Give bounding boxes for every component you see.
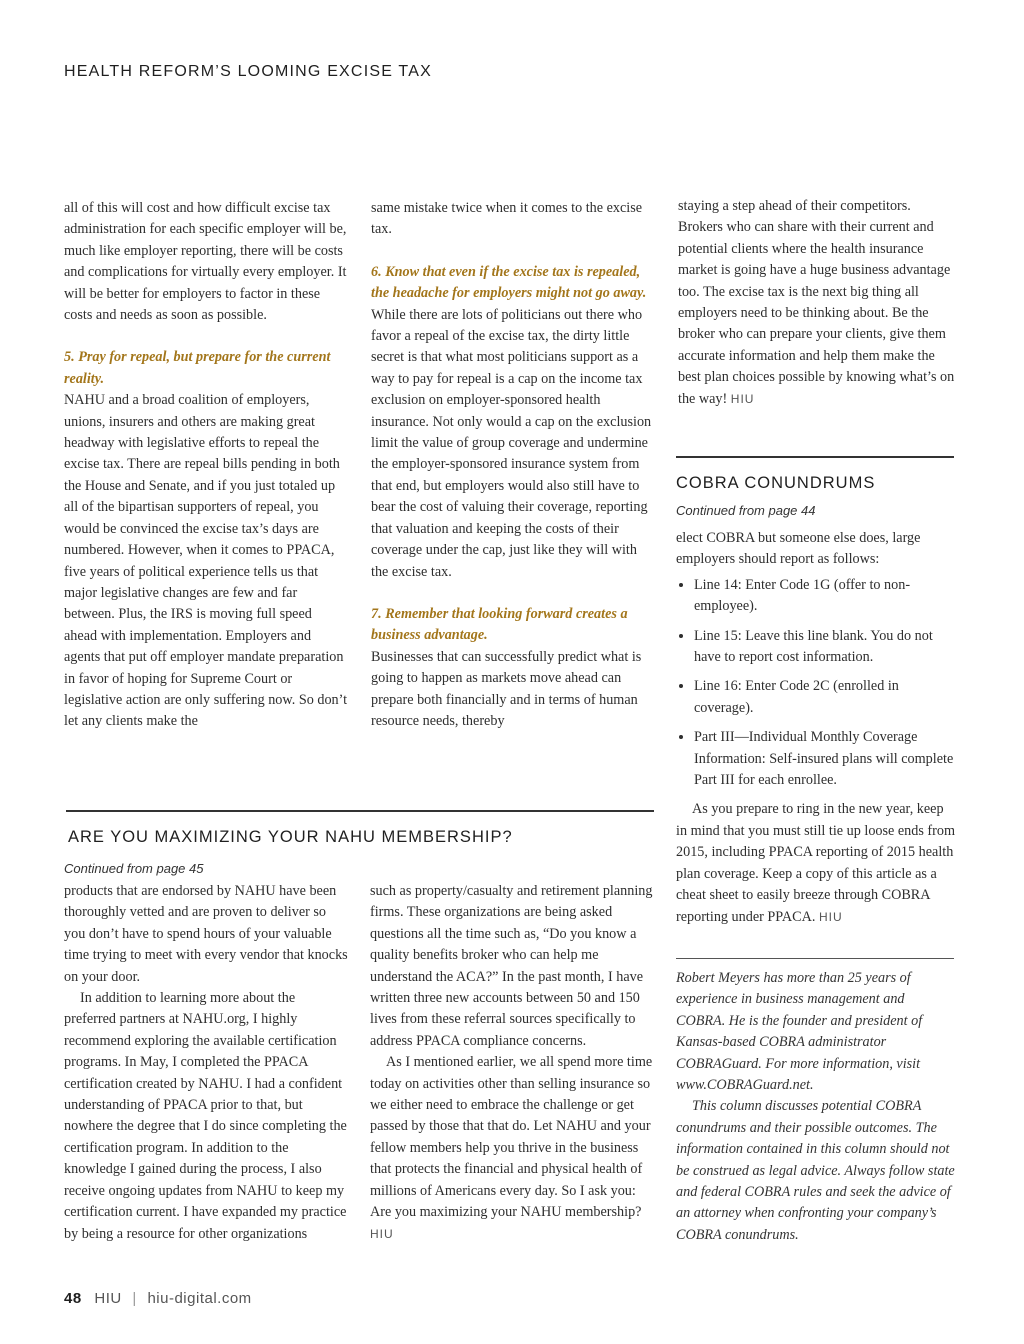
excise-column-1: [64, 198, 348, 733]
excise-column-2: [371, 198, 655, 732]
paragraph: such as property/casualty and retirement planning firms. These organizations are being asked questions all the time such as, “Do you know a quality benefits broker who can help me understand the ACA?” In the past month, I have written three new accounts between 50 and 150 lives from these referral sources specifically to address PPACA compliance concerns.: [370, 883, 653, 1049]
paragraph: elect COBRA but someone else does, large employers should report as follows:: [676, 530, 921, 568]
page-footer: [64, 1290, 252, 1307]
paragraph: same mistake twice when it comes to the excise tax.: [371, 200, 643, 238]
bio-paragraph: Robert Meyers has more than 25 years of experience in business management and COBRA. He is the founder and president of Kansas-based COBRA administrator COBRAGuard. For more information, visit www.COBRAGuard.net.: [676, 970, 923, 1094]
publication-name: HIU: [94, 1290, 122, 1307]
end-mark: HIU: [730, 391, 755, 406]
paragraph-text: As I mentioned earlier, we all spend more time today on activities other than selling insurance so we either need to embrace the challenge or get passed by those that that do. Let NAHU and your fellow members help you thrive in the business that protects the financial and physical health of millions of Americans every day. So I ask you: Are you maximizing your NAHU membership?: [370, 1054, 653, 1221]
nahu-section-title: ARE YOU MAXIMIZING YOUR NAHU MEMBERSHIP?: [68, 828, 513, 846]
paragraph: all of this will cost and how difficult excise tax administration for each specific employer will be, much like employer reporting, there will be costs and complications for virtually every employer. It will be better for employers to factor in these costs and needs as soon as possible.: [64, 200, 347, 324]
end-mark: HIU: [818, 909, 843, 924]
paragraph: [370, 1052, 654, 1245]
footer-separator: |: [132, 1290, 137, 1307]
bio-divider: [676, 958, 954, 959]
list-item: • Part III—Individual Monthly Coverage Information: Self-insured plans will complete Part III for each enrollee.: [694, 727, 956, 791]
running-head: HEALTH REFORM’S LOOMING EXCISE TAX: [64, 63, 432, 80]
list-item: • Line 15: Leave this line blank. You do not have to report cost information.: [694, 626, 956, 669]
list-item: • Line 16: Enter Code 2C (enrolled in coverage).: [694, 676, 956, 719]
subhead-5: 5. Pray for repeal, but prepare for the current reality.: [64, 349, 331, 387]
paragraph: products that are endorsed by NAHU have been thoroughly vetted and are proven to deliver so you don’t have to spend hours of your valuable time trying to meet with every vendor that knocks on your door.: [64, 883, 348, 985]
paragraph: NAHU and a broad coalition of employers, unions, insurers and others are making great headway with legislative efforts to repeal the excise tax. There are repeal bills pending in both the House and Senate, and if you just totaled up all of the bipartisan supporters of repeal, you would be convinced the excise tax’s days are numbered. However, when it comes to PPACA, five years of political experience tells us that major legislative changes are few and far between. Plus, the IRS is moving full speed ahead with implementation. Employers and agents that put off employer mandate preparation in favor of hoping for Supreme Court or legislative action are only suffering now. So don’t let any clients make the: [64, 392, 348, 730]
cobra-section-title: COBRA CONUNDRUMS: [676, 474, 876, 492]
end-mark: HIU: [370, 1226, 394, 1241]
page-number: 48: [64, 1290, 82, 1307]
cobra-body: [676, 528, 956, 928]
nahu-column-2: [370, 881, 654, 1245]
website-link[interactable]: hiu-digital.com: [147, 1290, 252, 1307]
paragraph: In addition to learning more about the preferred partners at NAHU.org, I highly recommend exploring the available certification programs. In May, I completed the PPACA certification created by NAHU. I had a confident understanding of PPACA prior to that, but nowhere the degree that I do since completing the certification program. In addition to the knowledge I gained during the process, I also receive ongoing updates from NAHU to keep my certification current. I have expanded my practice by being a resource for other organizations: [64, 990, 347, 1242]
nahu-column-1: [64, 881, 348, 1245]
paragraph: Businesses that can successfully predict what is going to happen as markets move ahead can prepare both financially and in terms of human resource needs, thereby: [371, 648, 642, 729]
author-bio: [676, 968, 956, 1246]
list-item: • Line 14: Enter Code 1G (offer to non-employee).: [694, 575, 956, 618]
paragraph: [676, 799, 956, 927]
cobra-bullet-list: [676, 575, 956, 792]
paragraph: [678, 196, 956, 410]
subhead-6: 6. Know that even if the excise tax is repealed, the headache for employers might not go away.: [371, 263, 647, 302]
excise-column-3: [678, 196, 956, 410]
nahu-continued-note: Continued from page 45: [64, 861, 204, 876]
cobra-continued-note: Continued from page 44: [676, 503, 816, 518]
subhead-7: 7. Remember that looking forward creates a business advantage.: [371, 605, 628, 644]
disclaimer-paragraph: This column discusses potential COBRA conundrums and their possible outcomes. The information contained in this column should not be construed as legal advice. Always follow state and federal COBRA rules and seek the advice of an attorney when confronting your company’s COBRA conundrums.: [676, 1098, 955, 1243]
section-divider: [676, 456, 954, 458]
paragraph-text: staying a step ahead of their competitors. Brokers who can share with their current and potential clients where the health insurance market is going have a huge business advantage too. The excise tax is the next big thing all employers need to be thinking about. Be the broker who can prepare your clients, give them accurate information and help them make the best plan choices possible by knowing what’s on the way!: [678, 198, 955, 407]
section-divider: [66, 810, 654, 812]
paragraph-text: As you prepare to ring in the new year, keep in mind that you must still tie up loose ends from 2015, including PPACA reporting of 2015 health plan coverage. Keep a copy of this article as a cheat sheet to easily breeze through COBRA reporting under PPACA.: [676, 801, 956, 925]
paragraph: While there are lots of politicians out there who favor a repeal of the excise tax, the dirty little secret is that what most politicians support as a way to pay for repeal is a cap on the income tax exclusion on employer-sponsored health insurance. Not only would a cap on the exclusion limit the value of group coverage and undermine the employer-sponsored insurance system from that end, but employers would also still have to bear the cost of valuing their coverage, reporting that valuation and keeping the costs of their coverage under the cap, just like they will with the excise tax.: [371, 306, 652, 580]
